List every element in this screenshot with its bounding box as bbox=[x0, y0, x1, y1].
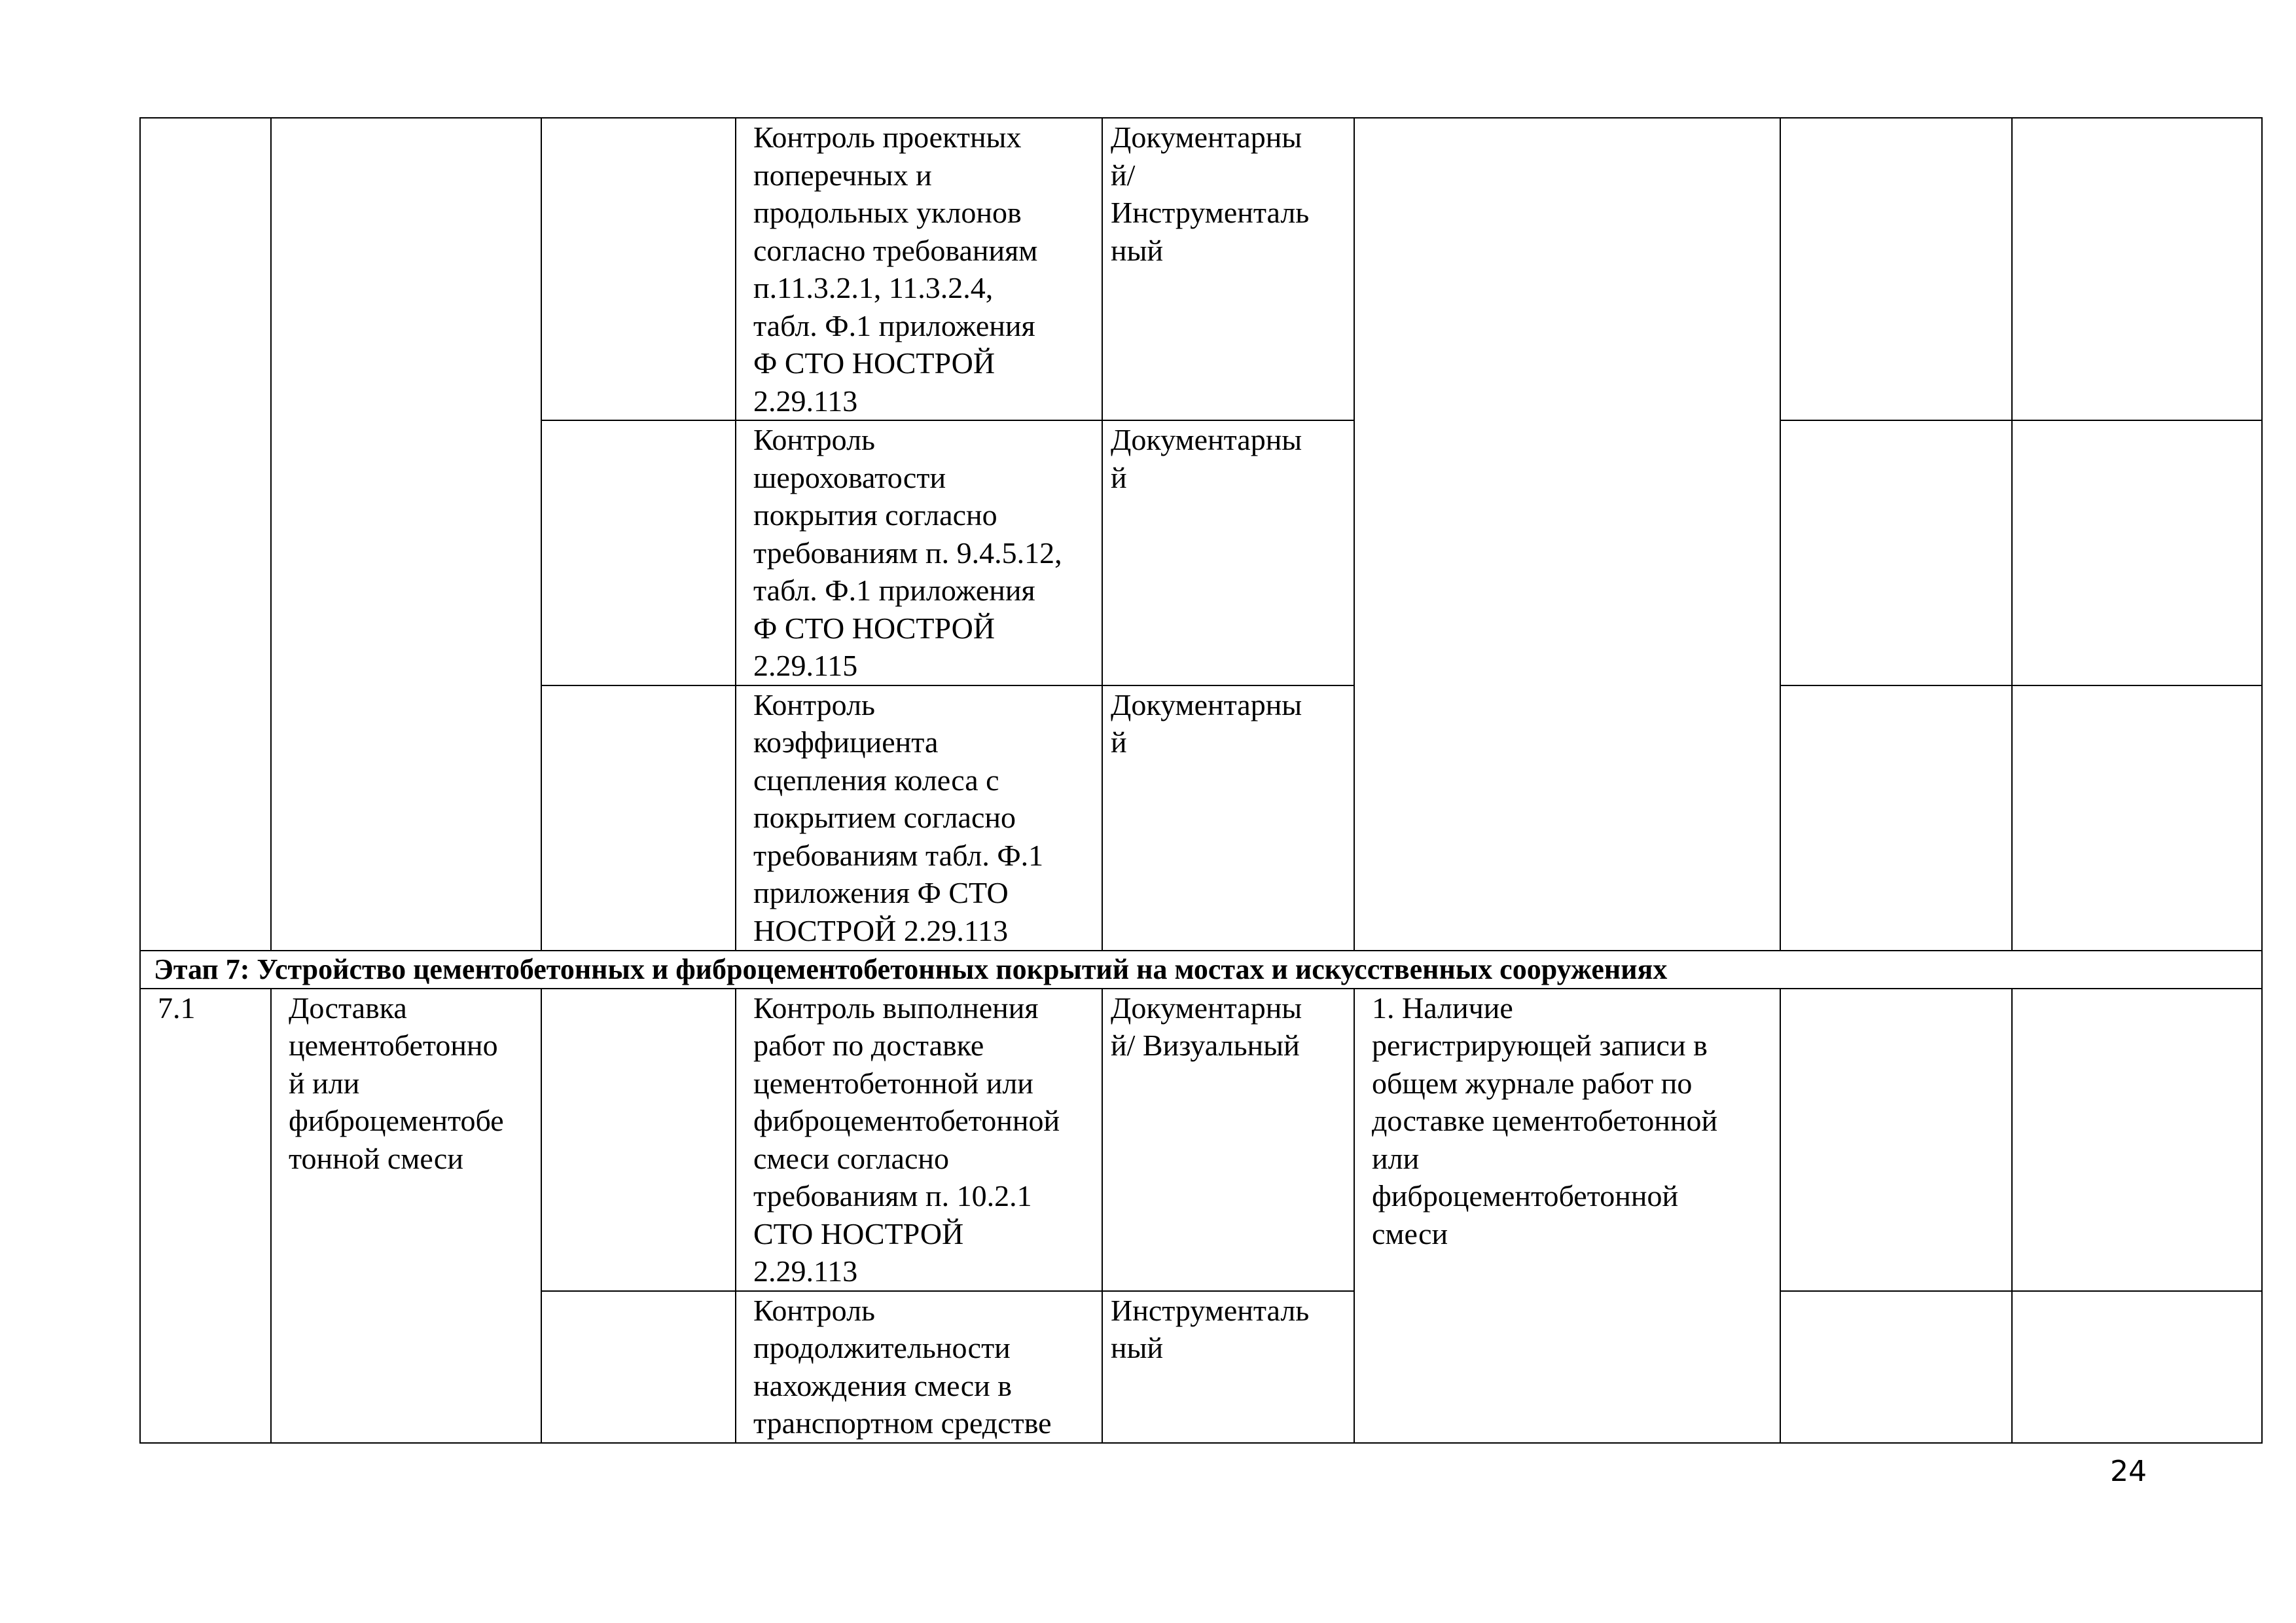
cell-empty bbox=[1780, 685, 2012, 951]
inspection-table bbox=[139, 117, 2263, 1444]
cell-method: Документарны й/ Визуальный bbox=[1102, 989, 1354, 1291]
cell-work-name: Доставка цементобетонно й или фиброцементобе тонной смеси bbox=[271, 989, 541, 1443]
cell-empty bbox=[541, 118, 736, 420]
cell-result: 1. Наличие регистрирующей записи в общем журнале работ по доставке цементобетонной или фиброцементобетонной смеси bbox=[1354, 989, 1780, 1443]
cell-method: Документарны й/ Инструменталь ный bbox=[1102, 118, 1354, 420]
cell-control: Контроль коэффициента сцепления колеса с покрытием согласно требованиям табл. Ф.1 приложения Ф СТО НОСТРОЙ 2.29.113 bbox=[736, 685, 1102, 951]
cell-empty bbox=[1780, 989, 2012, 1291]
cell-method: Инструменталь ный bbox=[1102, 1291, 1354, 1443]
cell-result bbox=[1354, 118, 1780, 951]
cell-empty bbox=[1780, 118, 2012, 420]
cell-control: Контроль проектных поперечных и продольных уклонов согласно требованиям п.11.3.2.1, 11.3.2.4, табл. Ф.1 приложения Ф СТО НОСТРОЙ 2.29.113 bbox=[736, 118, 1102, 420]
cell-empty bbox=[1780, 420, 2012, 685]
cell-control: Контроль шероховатости покрытия согласно требованиям п. 9.4.5.12, табл. Ф.1 приложения Ф СТО НОСТРОЙ 2.29.115 bbox=[736, 420, 1102, 685]
cell-empty bbox=[1780, 1291, 2012, 1443]
cell-empty bbox=[541, 989, 736, 1291]
cell-method: Документарны й bbox=[1102, 420, 1354, 685]
cell-control: Контроль выполнения работ по доставке цементобетонной или фиброцементобетонной смеси согласно требованиям п. 10.2.1 СТО НОСТРОЙ 2.29.113 bbox=[736, 989, 1102, 1291]
cell-number: 7.1 bbox=[140, 989, 271, 1443]
cell-empty bbox=[541, 420, 736, 685]
table-row bbox=[140, 118, 2262, 420]
cell-empty bbox=[2012, 989, 2262, 1291]
cell-control: Контроль продолжительности нахождения смеси в транспортном средстве bbox=[736, 1291, 1102, 1443]
cell-empty bbox=[541, 1291, 736, 1443]
table-row bbox=[140, 989, 2262, 1291]
cell-empty bbox=[2012, 685, 2262, 951]
page-number: 24 bbox=[2110, 1455, 2147, 1488]
stage-header-row bbox=[140, 951, 2262, 989]
stage-title: Этап 7: Устройство цементобетонных и фиброцементобетонных покрытий на мостах и искусственных сооружениях bbox=[140, 951, 2262, 989]
cell-method: Документарны й bbox=[1102, 685, 1354, 951]
cell-number bbox=[140, 118, 271, 951]
cell-empty bbox=[541, 685, 736, 951]
cell-empty bbox=[2012, 118, 2262, 420]
cell-empty bbox=[2012, 1291, 2262, 1443]
cell-empty bbox=[2012, 420, 2262, 685]
cell-work-name bbox=[271, 118, 541, 951]
